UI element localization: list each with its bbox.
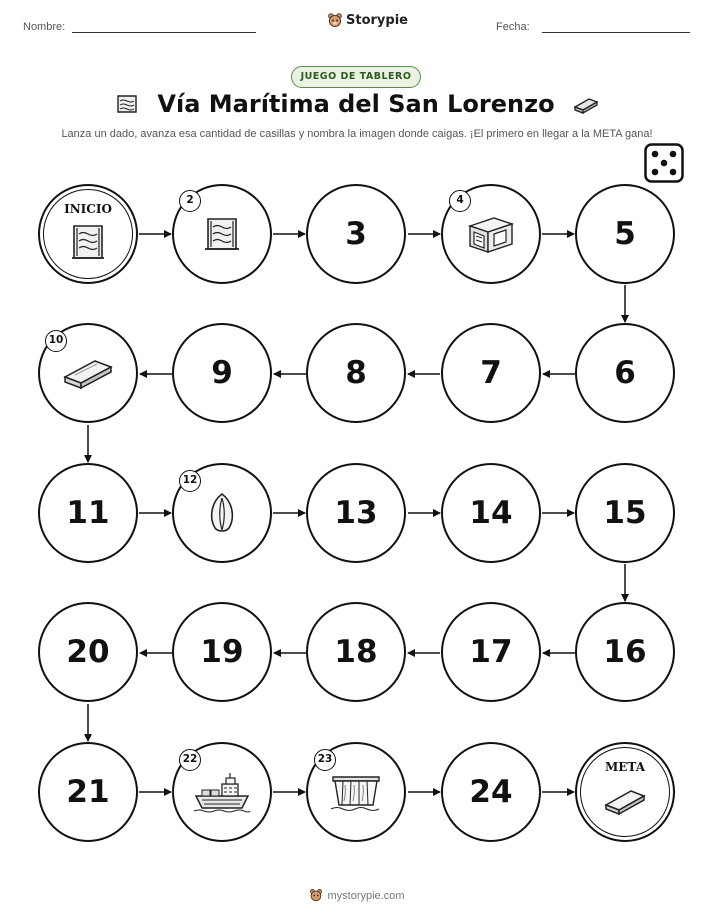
- lock-gate-icon: [464, 212, 518, 256]
- space-number-tag: 4: [449, 190, 471, 212]
- board-space[interactable]: [575, 323, 675, 423]
- finish-space[interactable]: [575, 742, 675, 842]
- start-space[interactable]: [38, 184, 138, 284]
- space-number-tag: 10: [45, 330, 67, 352]
- space-number: 19: [200, 634, 244, 670]
- board-space[interactable]: [575, 602, 675, 702]
- board-space[interactable]: [306, 323, 406, 423]
- activity-badge: JUEGO DE TABLERO: [291, 66, 421, 88]
- space-number: 21: [66, 774, 110, 810]
- bear-icon: [309, 888, 323, 902]
- board-space[interactable]: [172, 323, 272, 423]
- space-number: 3: [345, 216, 367, 252]
- space-number: 11: [66, 495, 110, 531]
- iron-ingot-icon: [61, 355, 115, 391]
- name-label: Nombre:: [23, 21, 66, 33]
- board-space[interactable]: [441, 742, 541, 842]
- space-number-tag: 23: [314, 749, 336, 771]
- start-label: INICIO: [64, 202, 112, 216]
- title-text: Vía Marítima del San Lorenzo: [157, 90, 555, 118]
- space-number-tag: 12: [179, 470, 201, 492]
- board-space[interactable]: [38, 742, 138, 842]
- board-space[interactable]: [38, 602, 138, 702]
- footer-link[interactable]: mystorypie.com: [327, 890, 405, 902]
- space-number: 7: [480, 355, 502, 391]
- dam-icon: [327, 771, 385, 813]
- date-label: Fecha:: [496, 21, 530, 33]
- board-space[interactable]: [575, 463, 675, 563]
- space-number: 8: [345, 355, 367, 391]
- board-space[interactable]: [441, 323, 541, 423]
- board-space[interactable]: [306, 463, 406, 563]
- space-number: 15: [603, 495, 647, 531]
- space-number: 5: [614, 216, 636, 252]
- finish-label: META: [604, 760, 645, 774]
- space-number: 16: [603, 634, 647, 670]
- space-number: 17: [469, 634, 513, 670]
- cargo-ship-icon: [192, 770, 252, 814]
- instructions: Lanza un dado, avanza esa cantidad de casillas y nombra la imagen donde caigas. ¡El primero en llegar a la META gana!: [61, 128, 653, 140]
- space-number: 6: [614, 355, 636, 391]
- grain-seed-icon: [207, 492, 237, 534]
- canal-lock-icon: [200, 214, 244, 254]
- board-space[interactable]: [172, 602, 272, 702]
- space-number: 18: [334, 634, 378, 670]
- board-space[interactable]: [575, 184, 675, 284]
- space-number: 20: [66, 634, 110, 670]
- board-space[interactable]: [441, 602, 541, 702]
- board-space[interactable]: [441, 463, 541, 563]
- space-number: 13: [334, 495, 378, 531]
- footer: [0, 888, 714, 902]
- canal-lock-icon: [68, 222, 108, 262]
- iron-ingot-icon: [603, 787, 647, 817]
- space-number: 14: [469, 495, 513, 531]
- space-number: 9: [211, 355, 233, 391]
- space-number-tag: 2: [179, 190, 201, 212]
- space-number: 24: [469, 774, 513, 810]
- board-space[interactable]: [306, 602, 406, 702]
- brand-name: Storypie: [346, 12, 408, 28]
- board-space[interactable]: [306, 184, 406, 284]
- board-space[interactable]: [38, 463, 138, 563]
- space-number-tag: 22: [179, 749, 201, 771]
